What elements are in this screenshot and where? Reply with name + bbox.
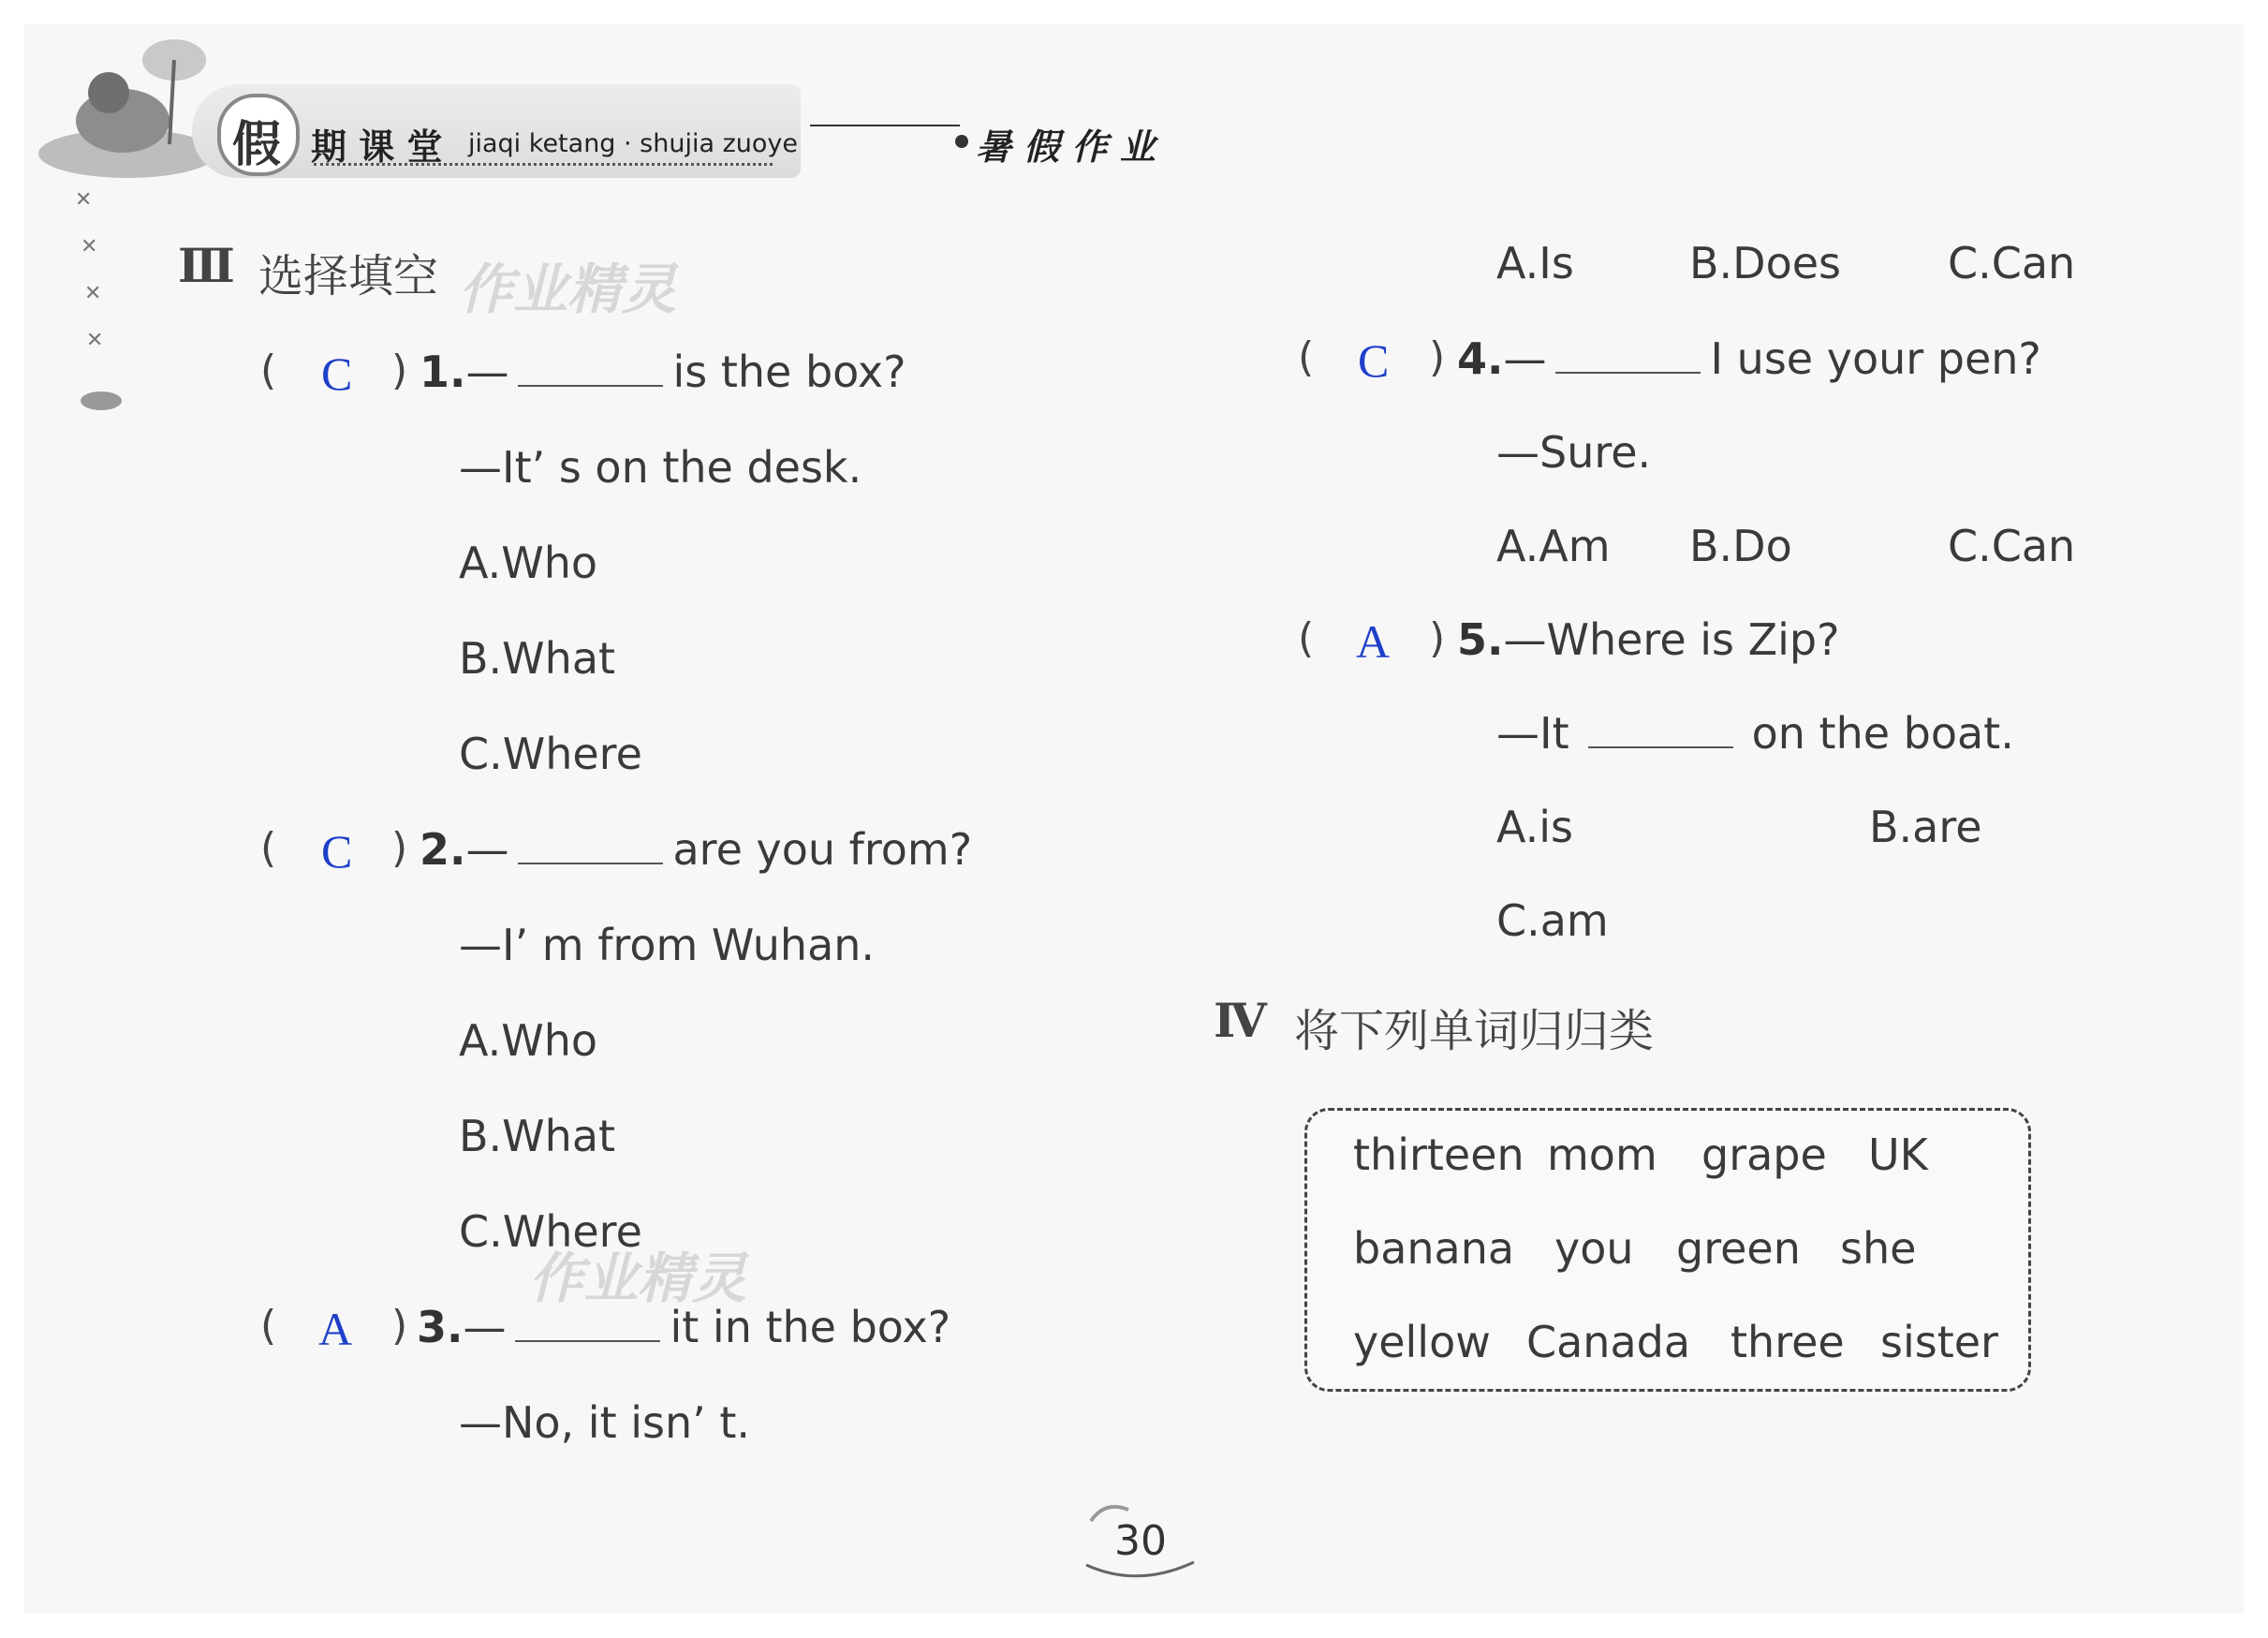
word-mom: mom (1547, 1129, 1657, 1180)
word-thirteen: thirteen (1353, 1129, 1524, 1180)
section-3-title: 选择填空 (258, 250, 439, 303)
header-rule (810, 125, 960, 126)
q4-dash: — (1503, 333, 1547, 384)
q5-reply (1496, 708, 2014, 759)
q4-option-c: C.Can (1948, 521, 2076, 571)
q4-answer: C (1358, 334, 1390, 387)
q5-stem (1457, 614, 1840, 665)
q4-blank (1555, 366, 1701, 374)
q1-option-b: B.What (459, 633, 616, 684)
svg-text:✕: ✕ (86, 329, 104, 352)
q4-number: 4. (1457, 333, 1504, 384)
section-4-mark: Ⅳ (1214, 993, 1267, 1048)
q2-option-a: A.Who (459, 1015, 598, 1066)
header-rule-dot (955, 135, 968, 148)
q4-reply: —Sure. (1496, 427, 1652, 478)
word-three: three (1730, 1317, 1845, 1367)
q1-paren-close: ) (391, 347, 408, 394)
word-banana: banana (1353, 1223, 1515, 1274)
q2-blank (518, 857, 663, 864)
q1-answer: C (321, 347, 353, 400)
q4-option-a: A.Am (1496, 521, 1611, 571)
q5-option-b: B.are (1869, 802, 1982, 852)
q2-reply: —I’ m from Wuhan. (459, 920, 876, 970)
q2-number: 2. (420, 824, 466, 875)
q3-option-c: C.Can (1948, 238, 2076, 288)
q2-answer: C (321, 825, 353, 878)
q4-stem (1457, 333, 2041, 384)
q5-paren-open: ( (1298, 614, 1315, 662)
q3-stem (417, 1302, 950, 1352)
q1-stem (420, 347, 906, 397)
q1-option-c: C.Where (459, 729, 642, 779)
q2-dash: — (465, 824, 509, 875)
q3-dash: — (463, 1302, 507, 1352)
q4-option-b: B.Do (1689, 521, 1792, 571)
q4-paren-open: ( (1298, 333, 1315, 381)
q5-number: 5. (1457, 614, 1504, 665)
q1-blank (518, 379, 663, 387)
q3-answer: A (318, 1303, 353, 1355)
header-pinyin: jiaqi ketang · shujia zuoye (468, 129, 799, 158)
q5-text: —Where is Zip? (1503, 614, 1840, 665)
watermark: 作业精灵 (459, 258, 677, 321)
q3-number: 3. (417, 1302, 464, 1352)
page-number: 30 (1114, 1517, 1167, 1565)
q2-option-c: C.Where (459, 1206, 642, 1257)
q3-reply: —No, it isn’ t. (459, 1397, 751, 1448)
q2-stem (420, 824, 972, 875)
q5-answer: A (1356, 615, 1391, 668)
girl-on-leaf-illustration (34, 22, 221, 191)
q2-text: are you from? (672, 824, 973, 875)
q1-dash: — (465, 347, 509, 397)
q3-text: it in the box? (670, 1302, 951, 1352)
watermark-2: 作业精灵 (529, 1247, 747, 1310)
word-green: green (1676, 1223, 1801, 1274)
q1-paren-open: ( (260, 347, 277, 394)
header-title: 期 课 堂 (311, 126, 443, 168)
q2-paren-close: ) (391, 824, 408, 872)
q1-text: is the box? (672, 347, 906, 397)
q5-paren-close: ) (1429, 614, 1446, 662)
word-she: she (1840, 1223, 1917, 1274)
q2-option-b: B.What (459, 1111, 616, 1161)
q5-reply-post: on the boat. (1751, 708, 2014, 759)
header-underline (314, 163, 773, 166)
q1-reply: —It’ s on the desk. (459, 442, 862, 493)
q3-paren-open: ( (260, 1302, 277, 1350)
q1-option-a: A.Who (459, 538, 598, 588)
svg-text:✕: ✕ (75, 188, 93, 212)
q2-paren-open: ( (260, 824, 277, 872)
header-logo-char: 假 (232, 117, 282, 173)
section-4-title: 将下列单词归归类 (1294, 1005, 1655, 1057)
word-canada: Canada (1526, 1317, 1691, 1367)
q3-blank (515, 1335, 660, 1342)
dragonfly-decoration-icon (66, 187, 131, 412)
q3-option-b: B.Does (1689, 238, 1842, 288)
word-uk: UK (1868, 1129, 1928, 1180)
word-you: you (1554, 1223, 1634, 1274)
q5-option-c: C.am (1496, 895, 1609, 946)
word-grape: grape (1701, 1129, 1827, 1180)
q5-option-a: A.is (1496, 802, 1574, 852)
q3-paren-close: ) (391, 1302, 408, 1350)
svg-text:✕: ✕ (81, 235, 98, 258)
header-right-title: 暑 假 作 业 (976, 126, 1156, 168)
q1-number: 1. (420, 347, 466, 397)
q3-option-a: A.Is (1496, 238, 1574, 288)
word-sister: sister (1880, 1317, 1998, 1367)
q4-paren-close: ) (1429, 333, 1446, 381)
section-3-mark: Ⅲ (178, 238, 235, 293)
word-yellow: yellow (1353, 1317, 1491, 1367)
q5-reply-pre: —It (1496, 708, 1569, 759)
svg-text:✕: ✕ (84, 282, 102, 305)
q5-blank (1588, 741, 1733, 748)
header-logo-badge (217, 94, 300, 176)
q4-text: I use your pen? (1710, 333, 2041, 384)
